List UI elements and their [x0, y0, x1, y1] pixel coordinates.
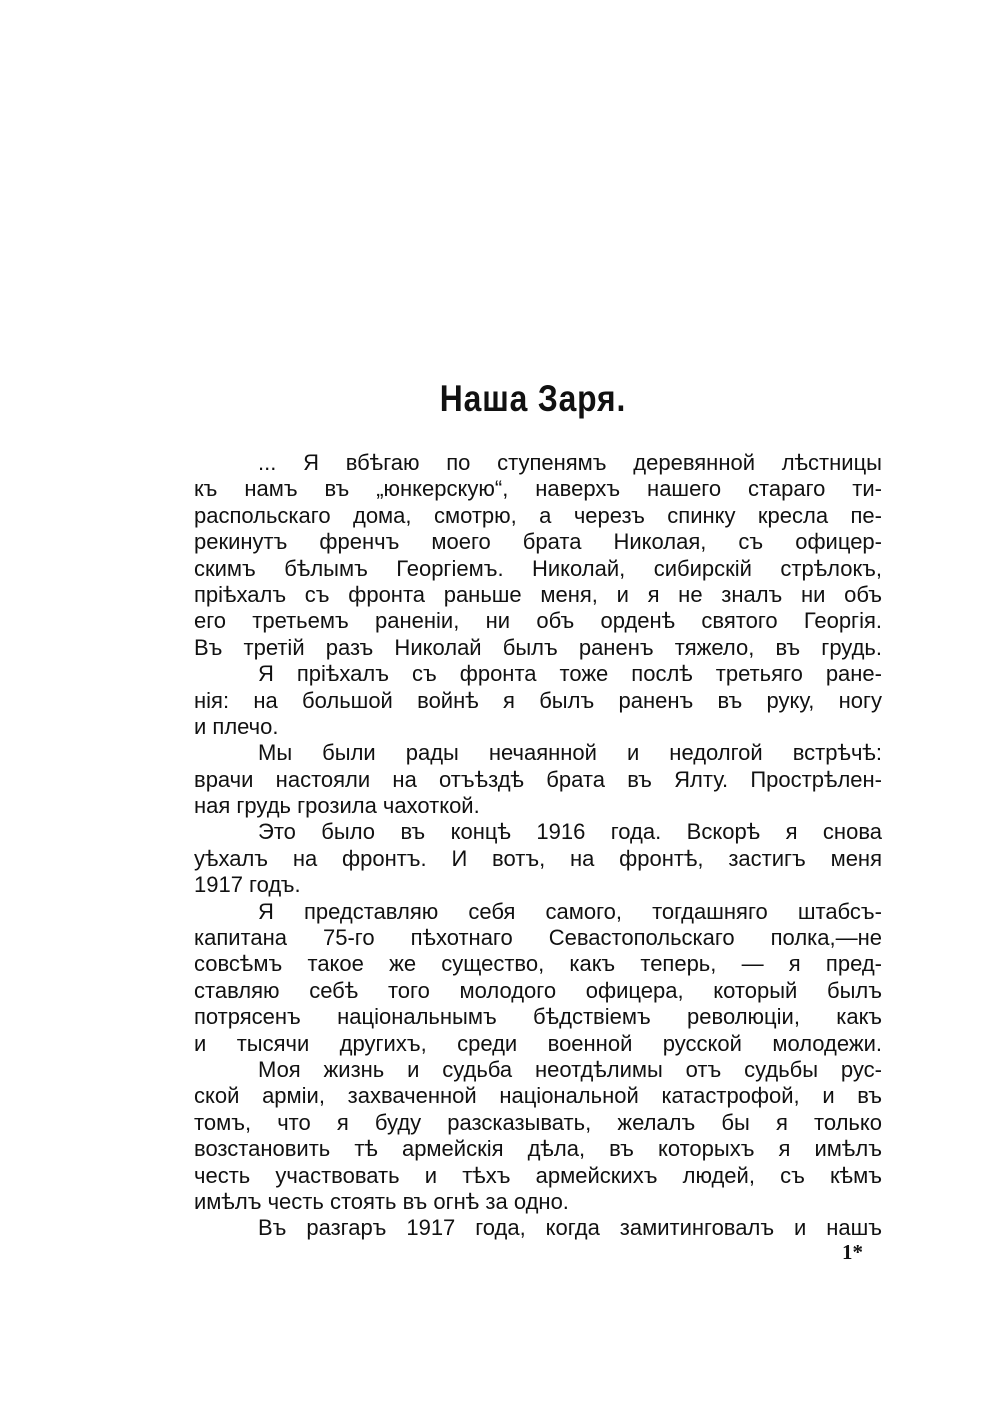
text-line: и тысячи другихъ, среди военной русской молодежи.	[194, 1030, 882, 1056]
text-line: Я пріѣхалъ съ фронта тоже послѣ третьяго ране-	[258, 661, 882, 687]
text-line: имѣлъ честь стоять въ огнѣ за одно.	[194, 1188, 569, 1214]
text-line: и плечо.	[194, 713, 279, 739]
text-line: врачи настояли на отъѣздѣ брата въ Ялту. Прострѣлен-	[194, 766, 882, 792]
text-line: рекинутъ френчъ моего брата Николая, съ офицер-	[194, 529, 882, 555]
text-line: Моя жизнь и судьба неотдѣлимы отъ судьбы рус-	[258, 1056, 882, 1082]
text-line: къ намъ въ „юнкерскую“, наверхъ нашего стараго ти-	[194, 476, 882, 502]
text-line: потрясенъ національнымъ бѣдствіемъ революціи, какъ	[194, 1004, 882, 1030]
text-line: капитана 75-го пѣхотнаго Севастопольскаго полка,—не	[194, 925, 882, 951]
text-line: 1917 годъ.	[194, 872, 301, 898]
text-line: ная грудь грозила чахоткой.	[194, 793, 480, 819]
text-line: нія: на большой войнѣ я былъ раненъ въ руку, ногу	[194, 687, 882, 713]
text-line: Я представляю себя самого, тогдашняго штабсъ-	[258, 898, 882, 924]
text-line: Въ разгаръ 1917 года, когда замитинговалъ и нашъ	[258, 1215, 882, 1241]
body-text	[194, 450, 882, 1242]
page-number: 1*	[842, 1240, 863, 1264]
text-line: Это было въ концѣ 1916 года. Вскорѣ я снова	[258, 819, 882, 845]
text-line: ской арміи, захваченной національной катастрофой, и въ	[194, 1083, 882, 1109]
text-line: совсѣмъ такое же существо, какъ теперь, — я пред-	[194, 951, 882, 977]
text-line: возстановить тѣ армейскія дѣла, въ которыхъ я имѣлъ	[194, 1136, 882, 1162]
text-line: ... Я вбѣгаю по ступенямъ деревянной лѣстницы	[258, 450, 882, 475]
text-line: уѣхалъ на фронтъ. И вотъ, на фронтѣ, застигъ меня	[194, 845, 882, 871]
chapter-title: Наша Заря.	[439, 378, 627, 419]
text-line: распольскаго дома, смотрю, а черезъ спинку кресла пе-	[194, 502, 882, 528]
text-line: томъ, что я буду разсказывать, желалъ бы я только	[194, 1109, 882, 1135]
text-line: скимъ бѣлымъ Георгіемъ. Николай, сибирскій стрѣлокъ,	[194, 555, 882, 581]
text-line: Въ третій разъ Николай былъ раненъ тяжело, въ грудь.	[194, 634, 882, 660]
text-line: его третьемъ раненіи, ни объ орденѣ святого Георгія.	[194, 608, 882, 634]
text-line: пріѣхалъ съ фронта раньше меня, и я не зналъ ни объ	[194, 581, 882, 607]
text-line: честь участвовать и тѣхъ армейскихъ людей, съ кѣмъ	[194, 1162, 882, 1188]
text-line: ставляю себѣ того молодого офицера, который былъ	[194, 977, 882, 1003]
text-line: Мы были рады нечаянной и недолгой встрѣчѣ:	[258, 740, 882, 766]
